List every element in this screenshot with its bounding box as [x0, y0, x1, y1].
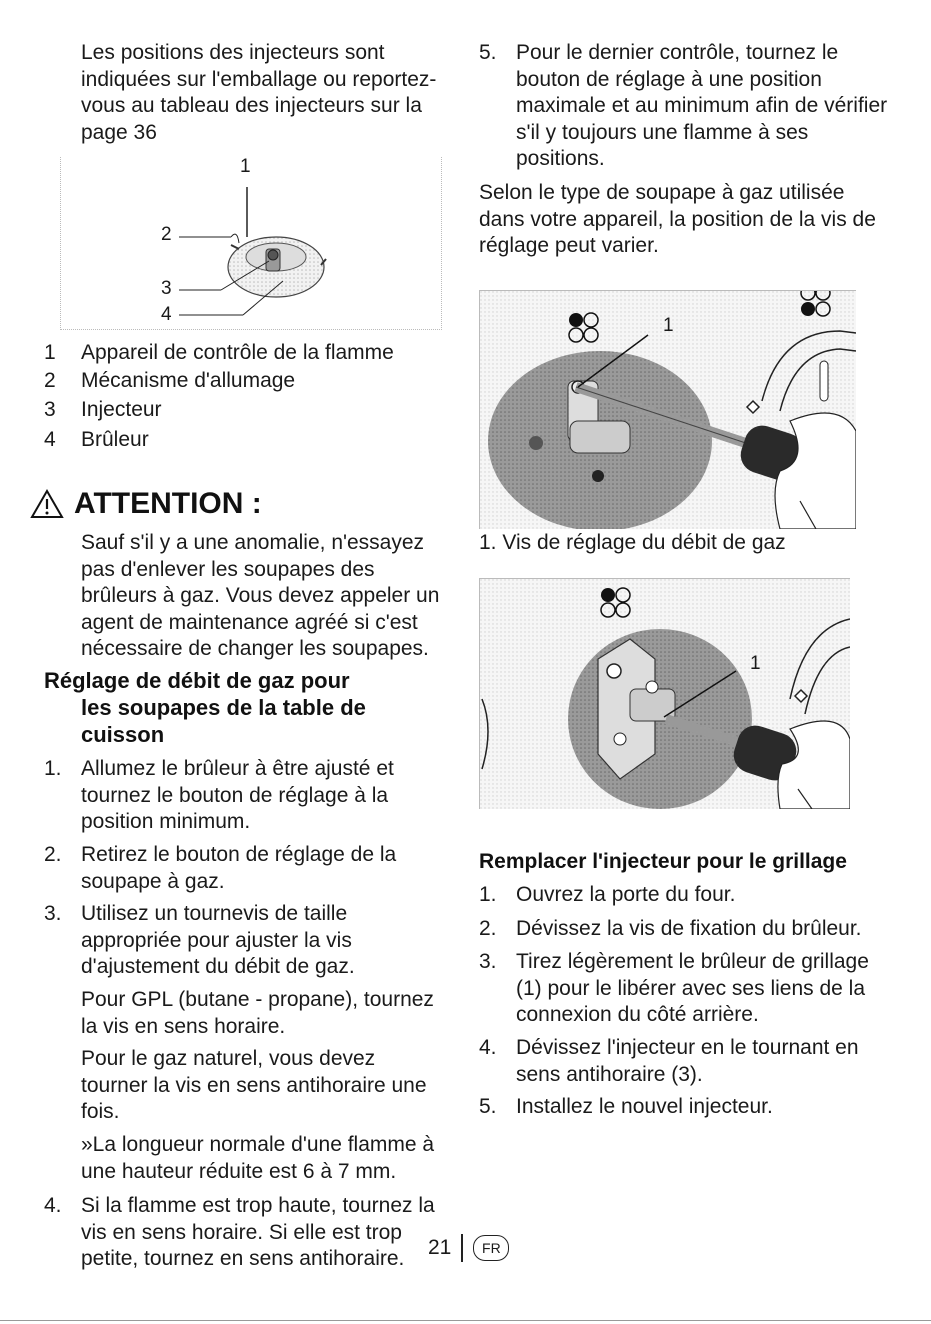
burner-figure [60, 157, 442, 330]
figure-label-3: 3 [161, 278, 172, 299]
attention-title: ATTENTION : [74, 487, 262, 520]
figure-caption: 1. Vis de réglage du débit de gaz [479, 531, 786, 554]
page-number: 21 [428, 1236, 452, 1259]
note-paragraph: Selon le type de soupape à gaz utilisée dans votre appareil, la position de la vis de réglage peut varier. [479, 181, 876, 257]
step-note: Pour le gaz naturel, vous devez tourner la vis en sens antihoraire une fois. [81, 1047, 427, 1123]
section-title-line: les soupapes de la table de [81, 695, 366, 720]
section-title: Remplacer l'injecteur pour le grillage [479, 850, 847, 873]
step-number: 5. [479, 41, 497, 64]
valve-screw-diagram-2 [480, 579, 850, 809]
step-text: Dévissez la vis de fixation du brûleur. [516, 917, 862, 940]
step-number: 4. [44, 1194, 62, 1217]
language-badge: FR [473, 1235, 509, 1261]
step-text: Pour le dernier contrôle, tournez le bouton de réglage à une position maximale et au minimum afin de vérifier s'il y toujours une flamme à ses positions. [516, 41, 888, 170]
step-number: 4. [479, 1036, 497, 1059]
step-text: Installez le nouvel injecteur. [516, 1095, 773, 1118]
attention-text: Sauf s'il y a une anomalie, n'essayez pas d'enlever les soupapes des brûleurs à gaz. Vous devez appeler un agent de maintenance agréé si c'est nécessaire de changer les soupapes. [81, 531, 440, 660]
legend-item: Appareil de contrôle de la flamme [81, 341, 394, 364]
valve-figure-2 [479, 578, 850, 809]
legend-item: Mécanisme d'allumage [81, 369, 296, 392]
step-number: 3. [479, 950, 497, 973]
step-text: Tirez légèrement le brûleur de grillage (1) pour le libérer avec ses liens de la connexion du côté arrière. [516, 950, 869, 1026]
step-text: Ouvrez la porte du four. [516, 883, 736, 906]
step-number: 5. [479, 1095, 497, 1118]
step-number: 1. [44, 757, 62, 780]
intro-paragraph: Les positions des injecteurs sont indiquées sur l'emballage ou reportez-vous au tableau des injecteurs sur la page 36 [81, 41, 437, 144]
section-title-line: Réglage de débit de gaz pour [44, 668, 350, 693]
figure-label-4: 4 [161, 304, 172, 325]
page-footer [428, 1234, 509, 1262]
warning-triangle-icon [30, 489, 64, 519]
figure-label-1: 1 [663, 315, 674, 336]
figure-label-1: 1 [750, 653, 761, 674]
legend-number: 4 [44, 428, 56, 451]
figure-label-1: 1 [240, 156, 251, 177]
legend-item: Injecteur [81, 398, 162, 421]
step-note: »La longueur normale d'une flamme à une hauteur réduite est 6 à 7 mm. [81, 1133, 435, 1183]
step-text: Dévissez l'injecteur en le tournant en sens antihoraire (3). [516, 1036, 859, 1086]
step-number: 3. [44, 902, 62, 925]
step-number: 2. [479, 917, 497, 940]
legend-number: 2 [44, 369, 56, 392]
burner-diagram [61, 157, 441, 329]
bottom-rule [0, 1320, 931, 1321]
legend-item: Brûleur [81, 428, 149, 451]
step-text: Allumez le brûleur à être ajusté et tournez le bouton de réglage à la position minimum. [81, 757, 394, 833]
legend-number: 3 [44, 398, 56, 421]
step-note: Pour GPL (butane - propane), tournez la vis en sens horaire. [81, 988, 434, 1038]
legend-number: 1 [44, 341, 56, 364]
valve-figure-1 [479, 290, 856, 529]
section-title-line: cuisson [81, 722, 165, 747]
figure-label-2: 2 [161, 224, 172, 245]
step-text: Si la flamme est trop haute, tournez la vis en sens horaire. Si elle est trop petite, tournez en sens antihoraire. [81, 1194, 435, 1270]
step-text: Retirez le bouton de réglage de la soupape à gaz. [81, 843, 397, 893]
footer-divider [461, 1234, 463, 1262]
attention-heading [30, 486, 262, 522]
step-number: 1. [479, 883, 497, 906]
step-text: Utilisez un tournevis de taille appropriée pour ajuster la vis d'ajustement du débit de gaz. [81, 902, 355, 978]
step-number: 2. [44, 843, 62, 866]
